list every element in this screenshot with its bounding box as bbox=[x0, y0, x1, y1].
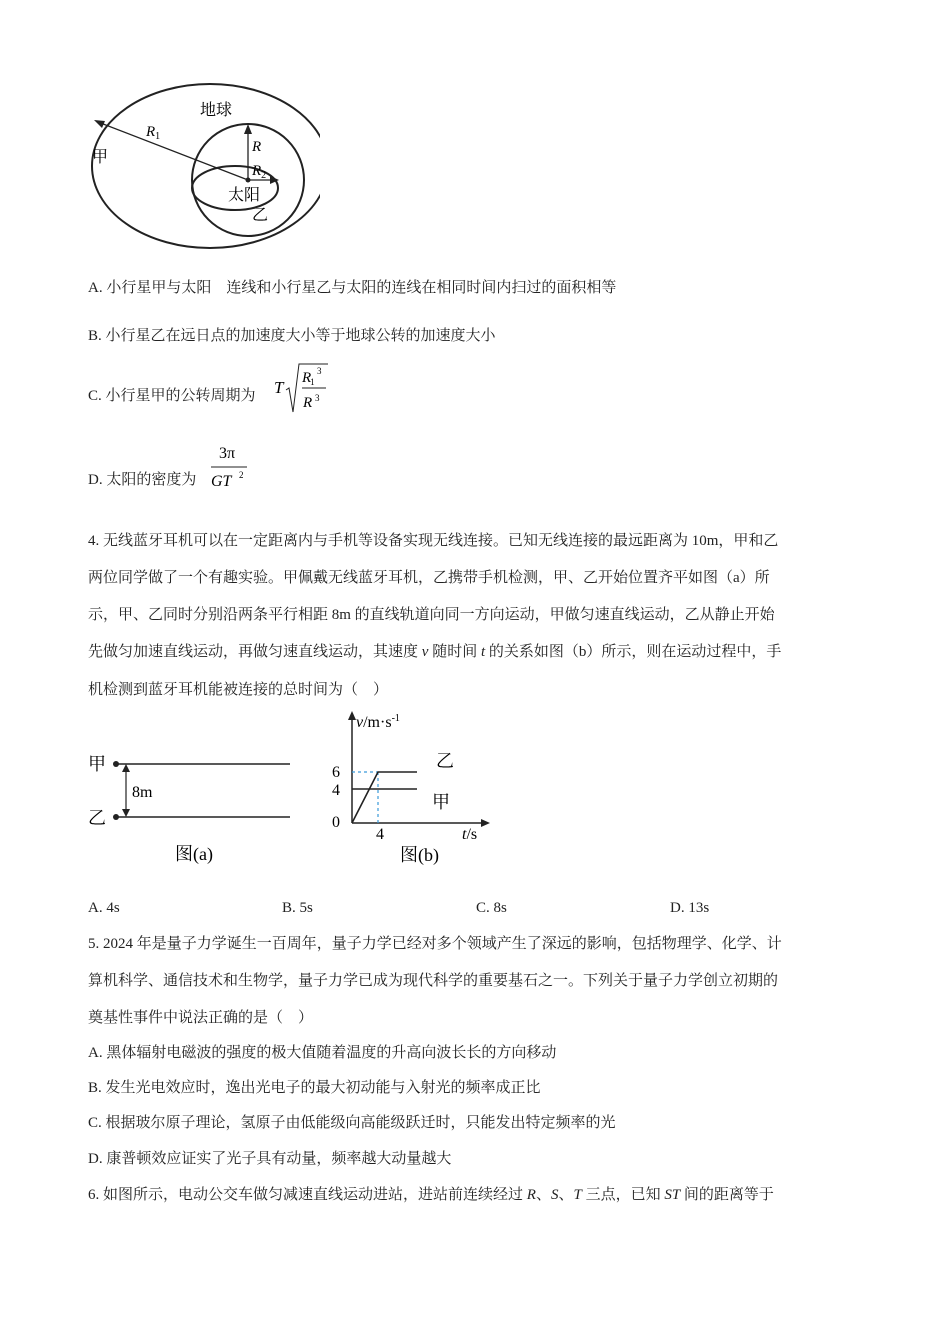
tick-label-x4: 4 bbox=[376, 826, 384, 843]
q4-line-3: 示，甲、乙同时分别沿两条平行相距 8m 的直线轨道向同一方向运动，甲做匀速直线运动，乙从静止开始 bbox=[88, 607, 775, 623]
q4-line-1: 4. 无线蓝牙耳机可以在一定距离内与手机等设备实现无线连接。已知无线连接的最远距离为 10m，甲和乙 bbox=[88, 533, 779, 549]
svg-text:R1: $R_1$ bbox=[146, 124, 161, 142]
fig-a-caption: 图(a) bbox=[175, 844, 213, 864]
q4-line-5: 机检测到蓝牙耳机能被连接的总时间为（ ） bbox=[88, 682, 389, 698]
svg-text:T: T bbox=[274, 378, 284, 397]
x-axis-label: t/s bbox=[462, 826, 478, 843]
fig-a-distance: 8m bbox=[132, 784, 153, 801]
tick-label-0: 0 bbox=[332, 814, 340, 831]
q5-line-1: 5. 2024 年是量子力学诞生一百周年，量子力学已经对多个领域产生了深远的影响，包括物理学、化学、计 bbox=[88, 936, 782, 952]
y-axis-label: $v/m\cdot s^{-1}$ bbox=[356, 713, 400, 731]
figure-b-vt-chart bbox=[320, 705, 500, 875]
q6-line-1: 6. 如图所示，电动公交车做匀减速直线运动进站，进站前连续经过 R、S、T 三点，已知 ST 间的距离等于 bbox=[88, 1187, 774, 1203]
q5-option-b: B. 发生光电效应时，逸出光电子的最大初动能与入射光的频率成正比 bbox=[88, 1080, 541, 1096]
formula-c bbox=[272, 360, 332, 418]
svg-text:2: 2 bbox=[239, 470, 244, 480]
q5-option-c: C. 根据玻尔原子理论，氢原子由低能级向高能级跃迁时，只能发出特定频率的光 bbox=[88, 1115, 616, 1131]
label-yi-orbit: 乙 bbox=[252, 207, 269, 224]
q3-option-b: B. 小行星乙在远日点的加速度大小等于地球公转的加速度大小 bbox=[88, 328, 496, 344]
svg-text:3: 3 bbox=[317, 366, 322, 376]
svg-text:GT: GT bbox=[211, 473, 232, 490]
sun-dot bbox=[246, 178, 251, 183]
arrow-r1 bbox=[98, 122, 248, 180]
q5-option-a: A. 黑体辐射电磁波的强度的极大值随着温度的升高向波长长的方向移动 bbox=[88, 1045, 557, 1061]
q4-option-a: A. 4s bbox=[88, 900, 120, 916]
q5-option-d: D. 康普顿效应证实了光子具有动量，频率越大动量越大 bbox=[88, 1151, 452, 1167]
formula-d bbox=[207, 440, 257, 496]
svg-text:R2: $R_2$ bbox=[252, 163, 267, 181]
q4-option-c: C. 8s bbox=[476, 900, 507, 916]
label-jia-orbit: 甲 bbox=[92, 149, 109, 166]
svg-text:3: 3 bbox=[315, 393, 320, 403]
label-r: R bbox=[252, 139, 262, 155]
q3-option-a: A. 小行星甲与太阳 连线和小行星乙与太阳的连线在相同时间内扫过的面积相等 bbox=[88, 280, 617, 296]
q4-option-d: D. 13s bbox=[670, 900, 710, 916]
figure-a bbox=[80, 745, 300, 870]
label-r2: R bbox=[252, 163, 262, 179]
label-sun: 太阳 bbox=[228, 187, 261, 204]
fig-b-caption: 图(b) bbox=[400, 845, 439, 865]
q5-line-3: 奠基性事件中说法正确的是（ ） bbox=[88, 1010, 314, 1026]
svg-text:R1: R1 bbox=[302, 370, 315, 387]
q4-line-4: 先做匀加速直线运动，再做匀速直线运动，其速度 v 随时间 t 的关系如图（b）所示，则在运动过程中，手 bbox=[88, 644, 782, 660]
series-label-jia: 甲 bbox=[432, 792, 450, 812]
tick-label-4: 4 bbox=[332, 782, 340, 799]
q4-line-2: 两位同学做了一个有趣实验。甲佩戴无线蓝牙耳机，乙携带手机检测，甲、乙开始位置齐平如图（a）所 bbox=[88, 570, 770, 586]
q3-option-d: D. 太阳的密度为 bbox=[88, 472, 197, 488]
tick-label-6: 6 bbox=[332, 764, 340, 781]
series-line-yi bbox=[352, 772, 417, 823]
fig-a-jia: 甲 bbox=[88, 754, 106, 774]
series-label-yi: 乙 bbox=[436, 751, 454, 771]
orbit-figure bbox=[80, 78, 320, 253]
svg-text:3π: 3π bbox=[219, 445, 236, 462]
label-earth: 地球 bbox=[200, 102, 233, 119]
q3-option-c: C. 小行星甲的公转周期为 bbox=[88, 388, 256, 404]
fig-a-yi: 乙 bbox=[88, 808, 106, 828]
svg-text:R: R bbox=[303, 395, 313, 411]
q4-option-b: B. 5s bbox=[282, 900, 313, 916]
label-r1: R bbox=[146, 124, 156, 140]
q5-line-2: 算机科学、通信技术和生物学，量子力学已成为现代科学的重要基石之一。下列关于量子力学创立初期的 bbox=[88, 973, 779, 989]
